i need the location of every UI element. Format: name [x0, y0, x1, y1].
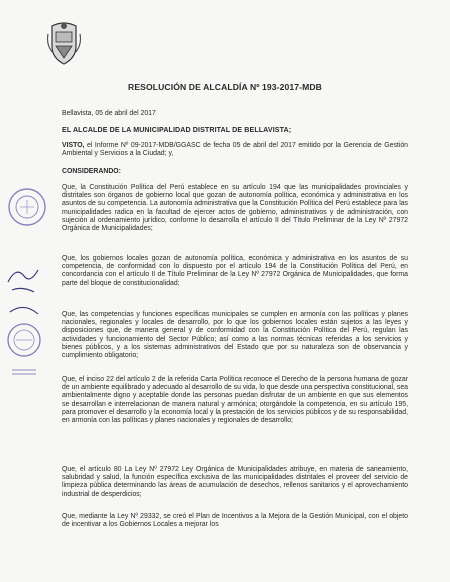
considerando-heading: CONSIDERANDO: — [62, 168, 121, 175]
round-stamp-icon — [6, 186, 48, 228]
considerando-paragraph: Que, mediante la Ley Nº 29332, se creó el Plan de Incentivos a la Mejora de la Gestión Municipal, con el objeto de incentivar a los Gobiernos Locales a mejorar los — [62, 513, 408, 529]
approval-stamp-icon — [6, 300, 42, 380]
official-line: EL ALCALDE DE LA MUNICIPALIDAD DISTRITAL DE BELLAVISTA; — [62, 126, 292, 134]
document-date: Bellavista, 05 de abril del 2017 — [62, 110, 156, 117]
municipal-crest-icon — [46, 20, 82, 66]
considerando-paragraph: Que, los gobiernos locales gozan de autonomía política, económica y administrativa en los asuntos de su competencia, de conformidad con lo dispuesto por el artículo 194 de la Constitución Política del Perú, en concordancia con el artículo II de Título Preliminar de la Ley Nº 27972 Orgánica de Municipalidades, que forma parte del bloque de constitucionalidad; — [62, 255, 408, 287]
visto-text: el Informe Nº 09-2017-MDB/GGASC de fecha 05 de abril del 2017 emitido por la Gerencia de Gestión Ambiental y Servicios a la Ciudad; y, — [62, 142, 408, 158]
resolution-title: RESOLUCIÓN DE ALCALDÍA Nº 193-2017-MDB — [128, 82, 322, 92]
visto-label: VISTO, — [62, 142, 85, 149]
visto-paragraph — [62, 142, 408, 158]
considerando-paragraph: Que, las competencias y funciones específicas municipales se cumplen en armonía con las políticas y planes nacionales, regionales y locales de desarrollo, por lo que los gobiernos locales están sujetos a las leyes y disposiciones que, de manera general y de conformidad con la Constitución Política del Perú, regulan las actividades y funcionamiento del Sector Público; así como a las normas técnicas referidas a los servicios y bienes públicos, y a los sistemas administrativos del Estado que por su naturaleza son de observancia y cumplimiento obligatorio; — [62, 311, 408, 360]
considerando-paragraph: Que, el artículo 80 La Ley Nº 27972 Ley Orgánica de Municipalidades atribuye, en materia de saneamiento, salubridad y salud, la función específica exclusiva de las municipalidades distritales el proveer del servicio de limpieza pública determinando las áreas de acumulación de desechos, rellenos sanitarios y el aprovechamiento industrial de desperdicios; — [62, 466, 408, 498]
considerando-paragraph: Que, la Constitución Política del Perú establece en su artículo 194 que las municipalidades provinciales y distritales son órganos de gobierno local que gozan de autonomía política, económica y administrativa en los asuntos de su competencia. La autonomía administrativa que la Constitución Política del Perú establece para las municipalidades radica en la facultad de ejercer actos de gobierno, administrativos y de administración, con sujeción al ordenamiento jurídico, conforme lo desarrolla el artículo II del Título Preliminar de la Ley Nº 27972 Orgánica de Municipalidades; — [62, 184, 408, 233]
considerando-paragraph: Que, el inciso 22 del artículo 2 de la referida Carta Política reconoce el Derecho de la persona humana de gozar de un ambiente equilibrado y adecuado al desarrollo de su vida, lo que desde una perspectiva constitucional, sea ambientalmente digno y aceptable donde las personas puedan disfrutar de un ambiente en que sus elementos se desarrollan e interrelacionan de manera natural y armónica; otorgándole la competencia, en su artículo 195, para promover el desarrollo y la economía local y la prestación de los servicios públicos y de su responsabilidad, en armonía con las políticas y planes nacionales y regionales de desarrollo; — [62, 376, 408, 425]
handwritten-initials-icon — [4, 262, 44, 296]
